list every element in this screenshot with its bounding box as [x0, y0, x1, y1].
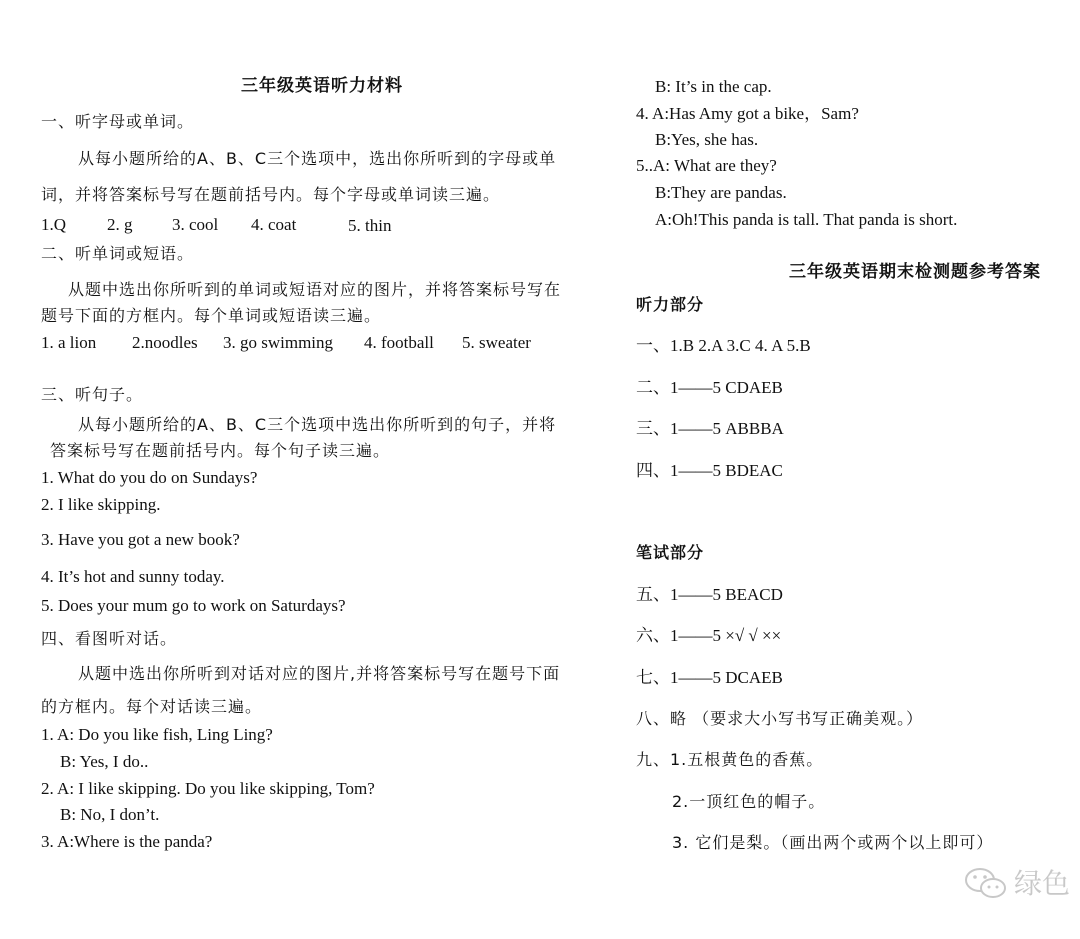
section-3-item: 4. It’s hot and sunny today. [41, 567, 225, 586]
section-3-item: 1. What do you do on Sundays? [41, 468, 258, 487]
section-1-item: 1.Q [41, 215, 67, 234]
answer-key-title: 三年级英语期末检测题参考答案 [789, 262, 1041, 282]
section-4-heading: 四、看图听对话。 [41, 629, 178, 648]
dialog-line: A:Oh!This panda is tall. That panda is short. [655, 210, 958, 229]
section-2-heading: 二、听单词或短语。 [41, 244, 195, 263]
section-3-item: 5. Does your mum go to work on Saturdays? [41, 596, 346, 615]
section-1-instruction-line-1: 从每小题所给的A、B、C三个选项中，选出你所听到的字母或单 [78, 149, 557, 168]
answer-line: 九、1.五根黄色的香蕉。 [636, 750, 824, 769]
listening-part-heading: 听力部分 [636, 295, 705, 314]
answer-line: 2.一顶红色的帽子。 [672, 792, 826, 811]
answer-line: 五、1——5 BEACD [636, 585, 783, 604]
section-2-item: 5. sweater [462, 333, 531, 352]
section-2-item: 3. go swimming [223, 333, 334, 352]
dialog-line: B: No, I don’t. [60, 805, 160, 824]
watermark [964, 858, 1080, 908]
dialog-line: B: It’s in the cap. [655, 77, 772, 96]
section-3-heading: 三、听句子。 [41, 385, 144, 404]
section-3-item: 3. Have you got a new book? [41, 530, 240, 549]
written-part-heading: 笔试部分 [636, 543, 705, 562]
section-2-item: 4. football [364, 333, 434, 352]
answer-line: 3. 它们是梨。（画出两个或两个以上即可） [672, 833, 994, 852]
answer-line: 二、1——5 CDAEB [636, 378, 783, 397]
section-2-instruction-line-2: 题号下面的方框内。每个单词或短语读三遍。 [41, 306, 382, 325]
section-2-instruction-line-1: 从题中选出你所听到的单词或短语对应的图片，并将答案标号写在 [68, 280, 562, 299]
section-3-instruction-line-2: 答案标号写在题前括号内。每个句子读三遍。 [50, 441, 391, 460]
watermark-text: 绿色 [1014, 867, 1071, 900]
section-1-item: 3. cool [172, 215, 219, 234]
answer-line: 三、1——5 ABBBA [636, 419, 784, 438]
answer-line: 四、1——5 BDEAC [636, 461, 783, 480]
listening-material-title: 三年级英语听力材料 [241, 76, 403, 96]
section-4-instruction-line-1: 从题中选出你所听到对话对应的图片,并将答案标号写在题号下面 [78, 664, 561, 683]
dialog-line: 3. A:Where is the panda? [41, 832, 213, 851]
section-3-item: 2. I like skipping. [41, 495, 161, 514]
answer-line: 一、1.B 2.A 3.C 4. A 5.B [636, 336, 811, 355]
answer-line: 八、略 （要求大小写书写正确美观。） [636, 709, 924, 728]
section-3-instruction-line-1: 从每小题所给的A、B、C三个选项中选出你所听到的句子，并将 [78, 415, 557, 434]
answer-line: 六、1——5 ×√ √ ×× [636, 626, 782, 645]
dialog-line: B:Yes, she has. [655, 130, 759, 149]
section-1-item: 2. g [107, 215, 133, 234]
answer-line: 七、1——5 DCAEB [636, 668, 783, 687]
dialog-line: 4. A:Has Amy got a bike，Sam? [636, 104, 859, 123]
section-2-item: 1. a lion [41, 333, 97, 352]
section-1-item: 5. thin [348, 216, 392, 235]
dialog-line: B:They are pandas. [655, 183, 787, 202]
dialog-line: 5..A: What are they? [636, 156, 777, 175]
section-2-item: 2.noodles [132, 333, 198, 352]
section-1-heading: 一、听字母或单词。 [41, 112, 195, 131]
dialog-line: B: Yes, I do.. [60, 752, 149, 771]
dialog-line: 2. A: I like skipping. Do you like skipping, Tom? [41, 779, 375, 798]
section-1-instruction-line-2: 词，并将答案标号写在题前括号内。每个字母或单词读三遍。 [41, 185, 501, 204]
wechat-icon [964, 866, 1008, 900]
section-1-item: 4. coat [251, 215, 297, 234]
dialog-line: 1. A: Do you like fish, Ling Ling? [41, 725, 273, 744]
section-4-instruction-line-2: 的方框内。每个对话读三遍。 [41, 697, 263, 716]
